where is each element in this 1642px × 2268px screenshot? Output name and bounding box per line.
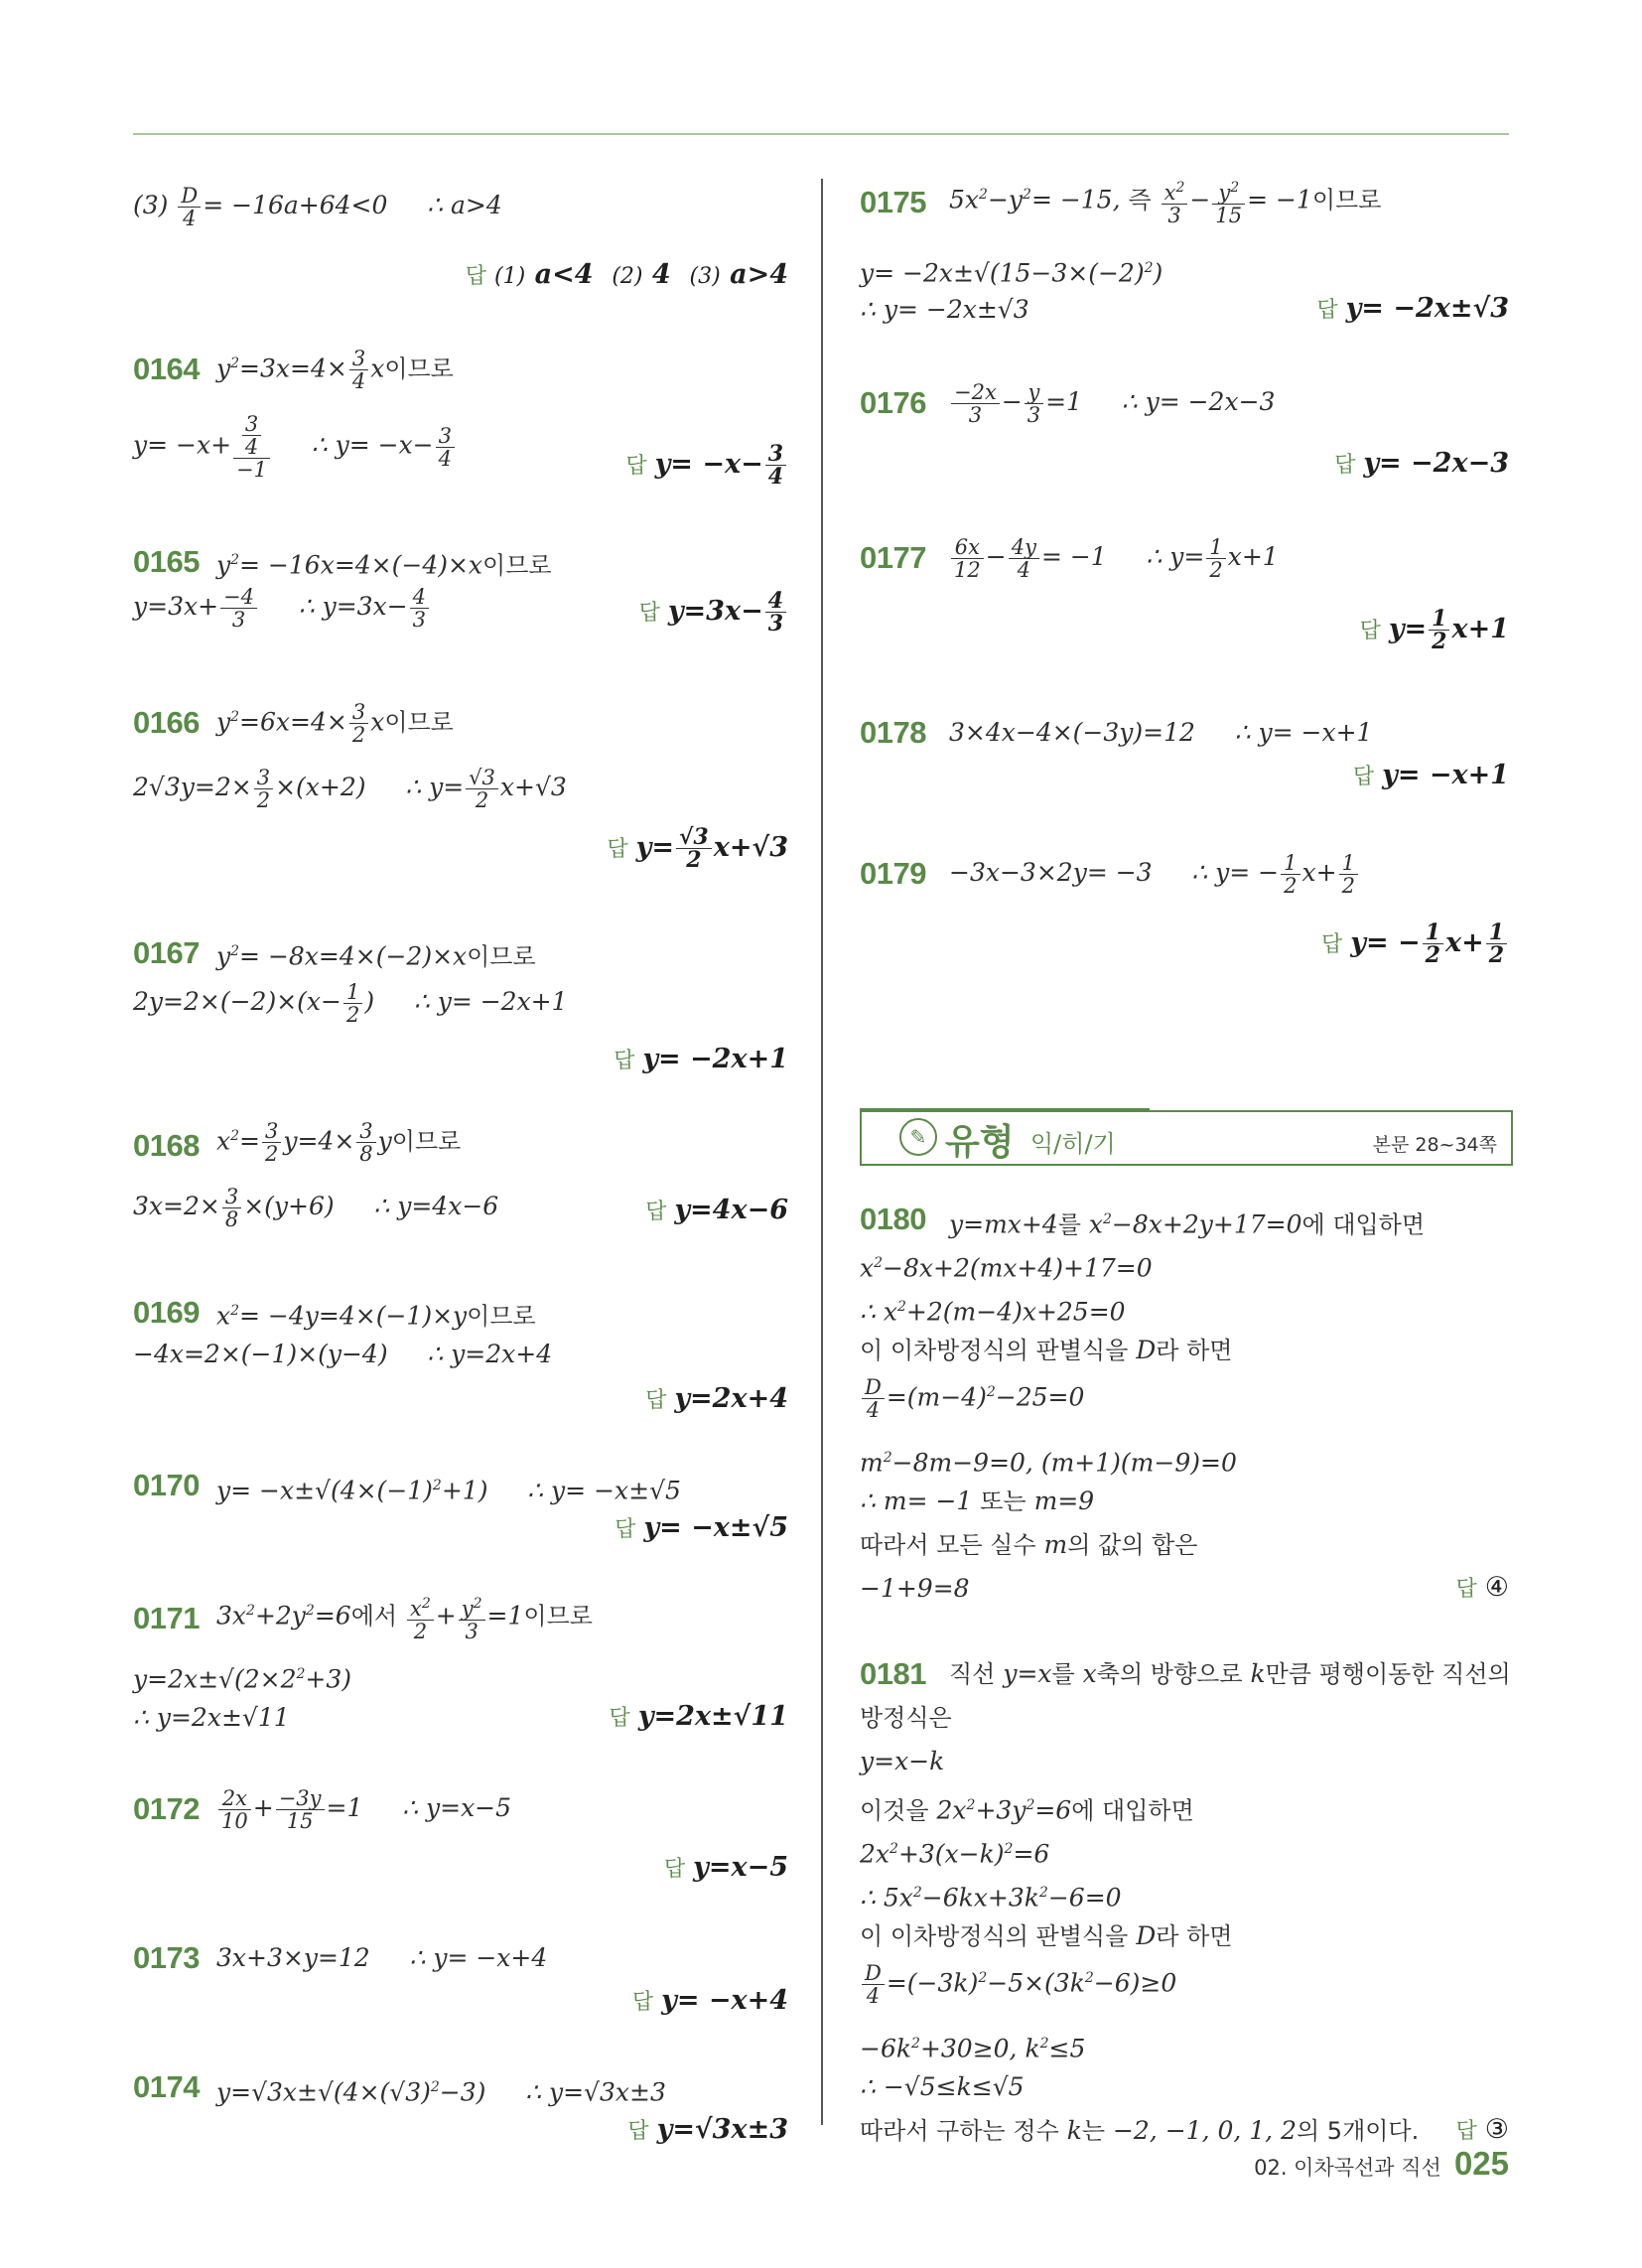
answer: 답 y= −x+1 — [1352, 760, 1509, 790]
answer-label: 답 — [631, 1989, 654, 2014]
page-footer — [1254, 2145, 1509, 2183]
solution-line: 3×4x−4×(−3y)=12 ∴ y= −x+1 — [949, 718, 1373, 747]
answer: 답 y= −x+4 — [631, 1985, 788, 2016]
column-divider — [821, 179, 823, 2125]
solution-line: $\frac{6x}{12}$ − $\frac{4y}{4}$ = −1 ∴ y= $\frac{1}{2}$ x+1 — [949, 536, 1279, 581]
answer-label: 답 — [1455, 2118, 1477, 2143]
solution-line: −1+9=8 — [860, 1574, 970, 1603]
answer-label: 답 — [1334, 452, 1356, 477]
solution-line: ∴ −√5≤k≤√5 — [860, 2072, 1025, 2101]
problem-number: 0168 — [133, 1128, 200, 1163]
answer: 답 y= −2x+1 — [614, 1044, 788, 1074]
answer-label: 답 — [465, 263, 487, 288]
pencil-icon: ✎ — [899, 1118, 937, 1156]
problem-number: 0176 — [860, 385, 926, 420]
solution-line: y= −x+ $\frac{\frac{3}{4}}{-1}$ ∴ y= −x− $\frac{3}{4}$ — [133, 413, 457, 481]
solution-line: $x^2-8x+2(mx+4)+17=0$ — [860, 1253, 1153, 1283]
solution-line: $x^2= -4y=4\times(-1)\times y$이므로 — [216, 1301, 536, 1331]
problem-number: 0175 — [860, 185, 926, 219]
answer-label: 답 — [1359, 618, 1381, 642]
solution-line: −4x=2×(−1)×(y−4) ∴ y=2x+4 — [133, 1340, 553, 1368]
answer: 답 y= −x− $\frac{3}{4}$ — [625, 443, 788, 488]
solution-line: 이 이차방정식의 판별식을 D라 하면 — [860, 1921, 1233, 1950]
section-subtitle: 익/히/기 — [1030, 1130, 1116, 1158]
answer: 답 y= $\frac{√3}{2}$ x+√3 — [607, 824, 788, 873]
answer: 답 y=2x+4 — [645, 1383, 788, 1414]
solution-line: −3x−3×2y= −3 ∴ y= − $\frac{1}{2}$ x+ $\frac{1}{2}$ — [949, 852, 1360, 897]
problem-number: 0180 — [860, 1202, 926, 1236]
solution-line: 이것을 $2x^2+3y^2=6$에 대입하면 — [860, 1795, 1194, 1825]
solution-line: $y^2= -16x=4\times(-4)\times x$이므로 — [216, 550, 552, 580]
solution-line: ∴ m= −1 또는 m=9 — [860, 1487, 1095, 1515]
solution-line: 3x+3×y=12 ∴ y= −x+4 — [216, 1943, 548, 1972]
answer-label: 답 — [614, 1048, 635, 1072]
answer: 답 y=x−5 — [663, 1852, 788, 1883]
problem-number: 0171 — [133, 1601, 200, 1635]
solution-line: 2√3y=2× $\frac{3}{2}$ ×(x+2) ∴ y= $\frac{√3}{2}$ x+√3 — [133, 766, 567, 812]
answer-label: 답 — [638, 600, 660, 625]
solution-line: ∴ y=2x±√11 — [133, 1703, 290, 1732]
solution-line: $y^2=3x=4\times$ $\frac{3}{4}$ x이므로 — [216, 347, 454, 394]
solution-line: $m^2-8m-9=0$, (m+1)(m−9)=0 — [860, 1448, 1237, 1478]
solution-line: 이 이차방정식의 판별식을 D라 하면 — [860, 1336, 1233, 1364]
chapter-title: 02. 이차곡선과 직선 — [1254, 2156, 1441, 2180]
answer-label: 답 — [609, 1705, 630, 1730]
solution-line: 3x=2× $\frac{3}{8}$ ×(y+6) ∴ y=4x−6 — [133, 1185, 499, 1231]
solution-line: y=mx+4를 $x^2-8x+2y+17=0$에 대입하면 — [949, 1209, 1426, 1239]
solution-line: y=3x+ $\frac{-4}{3}$ ∴ y=3x− $\frac{4}{3}$ — [133, 586, 431, 631]
answer: 답 y= $\frac{1}{2}$ x+1 — [1359, 606, 1509, 654]
problem-number: 0178 — [860, 715, 926, 750]
problem-number: 0169 — [133, 1295, 200, 1330]
solution-line: 2y=2×(−2)×(x− $\frac{1}{2}$ ) ∴ y= −2x+1 — [133, 980, 568, 1027]
top-rule — [133, 133, 1509, 135]
answer-label: 답 — [1316, 297, 1338, 322]
solution-line: 방정식은 — [860, 1704, 952, 1732]
solution-line: $y=2x\pm√(2\times 2^2+3)$ — [133, 1664, 352, 1694]
problem-number: 0181 — [860, 1656, 926, 1691]
answer-label: 답 — [625, 453, 647, 478]
solution-line: $-6k^2+30\ge 0$, $k^2\le 5$ — [860, 2034, 1086, 2063]
answer-label: 답 — [645, 1387, 667, 1412]
answer-label: 답 — [615, 1516, 636, 1541]
solution-line: $x^2=$ $\frac{3}{2}$ y=4× $\frac{3}{8}$ y이므로 — [216, 1119, 462, 1167]
answer: 답 y= −2x±√3 — [1316, 293, 1509, 324]
answer: 답 y= −2x−3 — [1334, 448, 1509, 479]
answer: 답 ④ — [1455, 1572, 1509, 1603]
answer: 답 y=3x− $\frac{4}{3}$ — [639, 590, 788, 635]
section-underline — [862, 1110, 1511, 1112]
solution-line: (3) $\frac{D}{4}$ = −16a+64<0 ∴ a>4 — [133, 184, 502, 230]
problem-number: 0173 — [133, 1940, 200, 1975]
answer: 답 y= −x±√5 — [615, 1512, 788, 1543]
solution-line: ∴ y= −2x±√3 — [860, 295, 1029, 324]
solution-line: $\frac{D}{4}$ $=(m-4)^2-25=0$ — [860, 1376, 1084, 1421]
solution-line: $\frac{2x}{10}$ + $\frac{-3y}{15}$ =1 ∴ y=x−5 — [216, 1787, 511, 1832]
solution-line: $y^2= -8x=4\times(-2)\times x$이므로 — [216, 941, 536, 971]
problem-number: 0164 — [133, 352, 200, 386]
solution-line: ∴ $x^2+2(m-4)x+25=0$ — [860, 1297, 1126, 1327]
solution-line: $y= -2x\pm√(15-3\times(-2)^2)$ — [860, 258, 1163, 288]
answer-label: 답 — [1455, 1576, 1477, 1601]
solution-line: $2x^2+3(x-k)^2=6$ — [860, 1839, 1050, 1869]
solution-line: $3x^2+2y^2=6$에서 $\frac{x^2}{2}$ + $\frac{y^2}{3}$ =1이므로 — [216, 1593, 593, 1642]
problem-number: 0179 — [860, 856, 926, 891]
answer-label: 답 — [645, 1199, 667, 1223]
problem-number: 0174 — [133, 2069, 200, 2104]
problem-number: 0170 — [133, 1468, 200, 1502]
page-number: 025 — [1453, 2145, 1509, 2182]
answer-label: 답 — [607, 836, 628, 861]
section-title: 유형 — [945, 1122, 1015, 1163]
solution-line: $y^2=6x=4\times$ $\frac{3}{2}$ x이므로 — [216, 700, 454, 748]
answer: 답 ③ — [1455, 2114, 1509, 2145]
answer: 답 y=4x−6 — [645, 1195, 788, 1225]
problem-number: 0177 — [860, 540, 926, 575]
answer-label: 답 — [627, 2118, 649, 2143]
answer: 답 y=√3x±3 — [627, 2114, 788, 2145]
solution-line: y=x−k — [860, 1747, 945, 1775]
solution-line: $y=√3x\pm√(4\times(√3)^2-3)$ ∴ y=√3x±3 — [216, 2077, 666, 2107]
solution-line: $\frac{D}{4}$ $=(-3k)^2-5\times(3k^2-6)\ge 0$ — [860, 1962, 1176, 2007]
solution-line: ∴ $5x^2-6kx+3k^2-6=0$ — [860, 1883, 1122, 1913]
solution-line: $y= -x\pm√(4\times(-1)^2+1)$ ∴ y= −x±√5 — [216, 1476, 681, 1505]
problem-number: 0172 — [133, 1791, 200, 1826]
answer-label: 답 — [1352, 764, 1375, 788]
solution-line: $5x^2-y^2= -15$, 즉 $\frac{x^2}{3}$ − $\frac{y^2}{15}$ = −1이므로 — [949, 177, 1381, 226]
problem-number: 0165 — [133, 544, 200, 579]
solution-line: 직선 y=x를 x축의 방향으로 k만큼 평행이동한 직선의 — [949, 1659, 1511, 1688]
answer: 답 y= − $\frac{1}{2}$ x+ $\frac{1}{2}$ — [1321, 921, 1509, 966]
section-reference: 본문 28~34쪽 — [1372, 1134, 1497, 1156]
problem-number: 0166 — [133, 705, 200, 740]
answer-label: 답 — [663, 1856, 686, 1881]
section-header — [860, 1110, 1513, 1166]
answer: 답 y=2x±√11 — [609, 1701, 788, 1732]
solution-line: 따라서 모든 실수 m의 값의 합은 — [860, 1530, 1198, 1559]
answer-label: 답 — [1321, 931, 1343, 956]
answer: 답 (1) a<4 (2) 4 (3) a>4 — [465, 259, 788, 290]
problem-number: 0167 — [133, 935, 200, 970]
solution-line: 따라서 구하는 정수 k는 −2, −1, 0, 1, 2의 5개이다. — [860, 2116, 1420, 2145]
solution-line: $\frac{-2x}{3}$ − $\frac{y}{3}$ =1 ∴ y= −2x−3 — [949, 381, 1275, 426]
